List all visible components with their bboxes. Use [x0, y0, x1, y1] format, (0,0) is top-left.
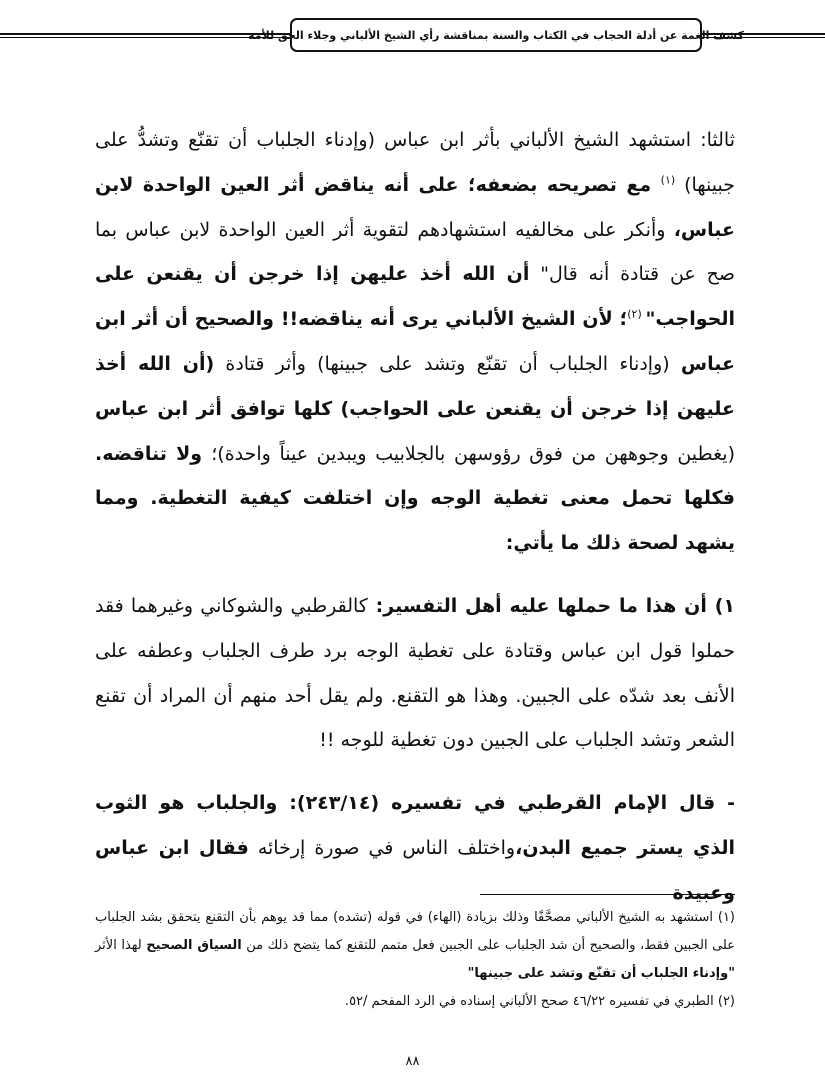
p1-text-h: (يغطين وجوههن من فوق رؤوسهن بالجلابيب ويبدين عيناً واحدة)؛ [211, 442, 735, 465]
footnote-ref-2[interactable]: (٢) [627, 307, 646, 321]
paragraph-2 [95, 584, 735, 763]
p3-text-c: فقال ابن عباس وعبيدة [95, 836, 735, 904]
footnote-1 [95, 904, 735, 988]
p3-text-a: - قال الإمام القرطبي في تفسيره (٢٤٣/١٤): والجلباب هو الثوب الذي يستر جميع البدن، [95, 792, 735, 859]
fn1-text-c: لهذا الأثر [95, 938, 147, 953]
p1-text-b: مع تصريحه بضعفه؛ على أنه يناقض أثر العين الواحدة لابن عباس، [95, 173, 735, 241]
p1-text-e: ؛ لأن الشيخ الألباني يرى أنه يناقضه!! والصحيح أن أثر ابن عباس [95, 308, 735, 375]
fn1-text-b: السياق الصحيح [146, 938, 242, 953]
p1-text-i: ولا تناقضه. فكلها تحمل معنى تغطية الوجه وإن اختلفت كيفية التغطية. ومما يشهد لصحة ذلك ما يأتي: [95, 442, 735, 555]
footnote-ref-1[interactable]: (١) [660, 173, 676, 187]
paragraph-1 [95, 118, 735, 566]
p1-text-g: (أن الله أخذ عليهن إذا خرجن أن يقنعن على الحواجب) كلها توافق أثر ابن عباس [95, 352, 735, 420]
p1-text-f: (وإدناء الجلباب أن تقنّع وتشد على جبينها) وأثر قتادة [214, 352, 681, 375]
footnote-2: (٢) الطبري في تفسيره ٤٦/٢٢ صحح الألباني إسناده في الرد المفحم /٥٢. [344, 994, 735, 1009]
p1-text-d: أن الله أخذ عليهن إذا خرجن أن يقنعن على الحواجب" [95, 263, 736, 331]
footnote-separator [480, 894, 735, 895]
header-title: كشف الغمة عن أدلة الحجاب في الكتاب والسنة بمناقشة رأي الشيخ الألباني وجلاء الحق للأمة [248, 28, 744, 42]
p1-text-c: وأنكر على مخالفيه استشهادهم لتقوية أثر العين الواحدة لابن عباس بما صح عن قتادة أنه قال" [95, 218, 735, 286]
page-number: ٨٨ [405, 1054, 420, 1069]
p2-text-a: ١) أن هذا ما حملها عليه أهل التفسير: [367, 594, 735, 617]
paragraph-3 [95, 781, 735, 915]
p2-text-b: كالقرطبي والشوكاني وغيرهما فقد حملوا قول ابن عباس وقتادة على تغطية الوجه برد طرف الجلباب وعطفه على الأنف بعد شدّه على الجبين. وهذا هو التقنع. ولم يقل أحد منهم أن المراد أن تقنع الشعر وتشد الجلباب على الجبين دون تغطية للوجه !! [95, 594, 735, 752]
p3-text-b: واختلف الناس في صورة إرخائه [248, 836, 516, 859]
p1-text-a: ثالثا: استشهد الشيخ الألباني بأثر ابن عباس (وإدناء الجلباب أن تقنّع وتشدُّ على جبينها) [95, 129, 735, 196]
running-header [248, 18, 744, 52]
main-text [95, 118, 735, 916]
fn1-text-d: "وإدناء الجلباب أن تقنّع وتشد على جبينها" [467, 966, 735, 981]
fn1-text-a: (١) استشهد به الشيخ الألباني مصحَّفًا وذلك بزيادة (الهاء) في قوله (تشده) مما قد يوهم بأن التقنع يتحقق بشد الجلباب على الجبين فقط، والصحيح أن شد الجلباب على الجبين فعل متمم للتقنع كما يتضح ذلك من [95, 910, 735, 953]
footnotes [95, 904, 735, 1016]
